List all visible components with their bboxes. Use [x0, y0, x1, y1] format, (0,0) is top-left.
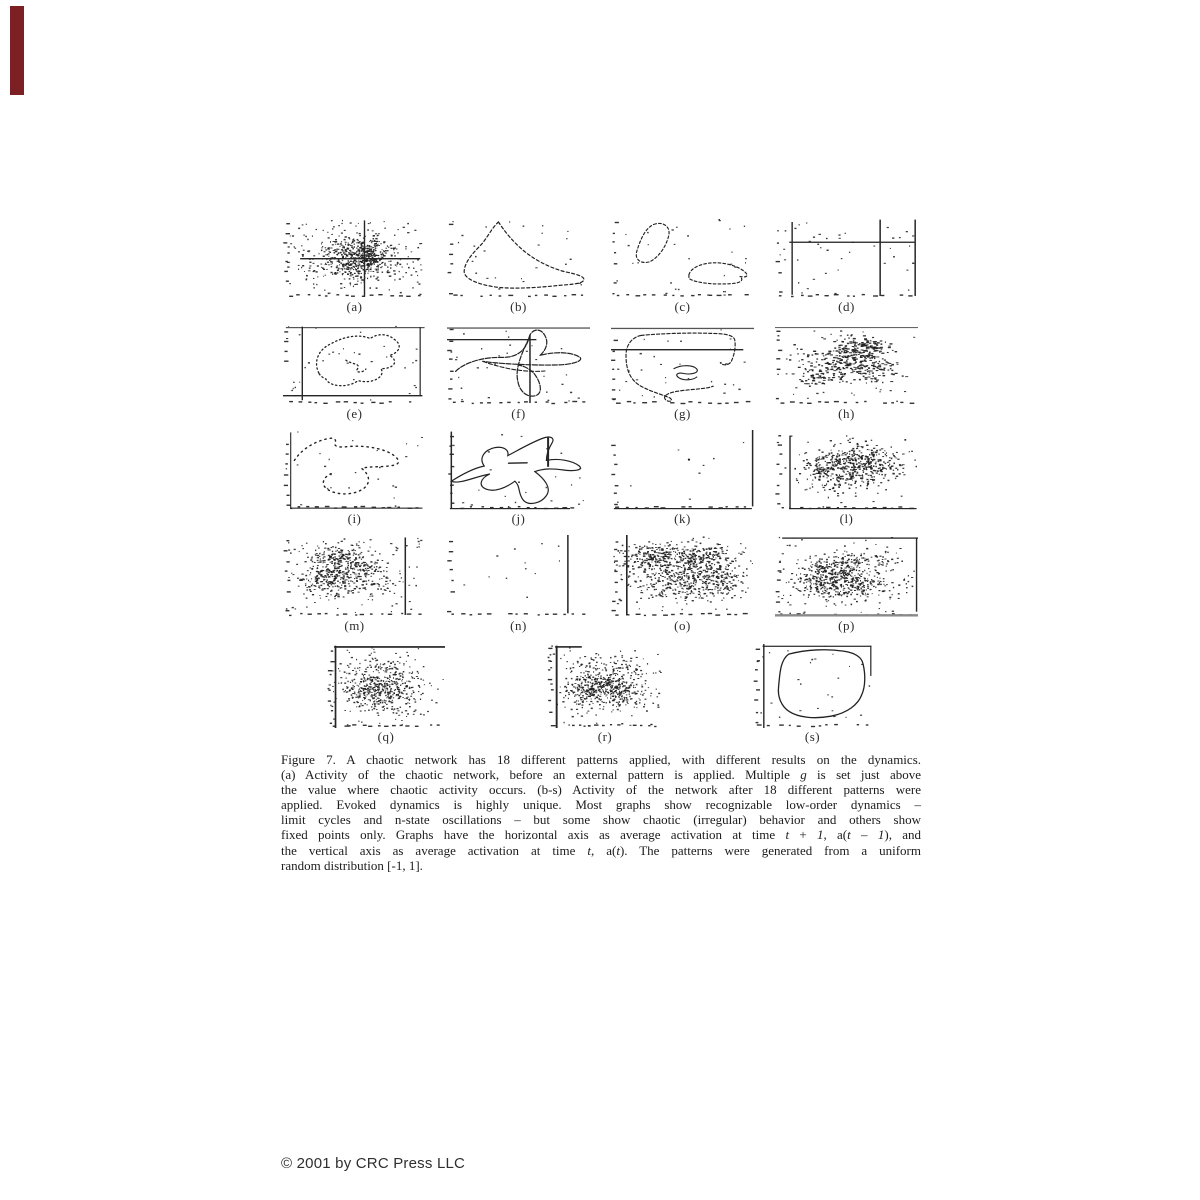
scatter-plot-canvas	[447, 430, 590, 510]
scatter-plot-canvas	[775, 325, 918, 405]
scatter-plot-canvas	[283, 430, 426, 510]
scatter-plot-canvas	[611, 218, 754, 298]
scatter-plot-canvas	[611, 325, 754, 405]
subplot-label: (q)	[377, 729, 395, 744]
subplot-label: (s)	[804, 729, 821, 744]
subplot-label: (p)	[838, 618, 855, 633]
subplot-label: (m)	[344, 618, 365, 633]
scatter-plot-canvas	[327, 644, 445, 728]
subplot-m	[283, 535, 426, 633]
caption-line: random distribution [-1, 1].	[281, 857, 423, 873]
copyright-notice: © 2001 by CRC Press LLC	[281, 1155, 466, 1172]
subplot-label: (k)	[674, 511, 691, 526]
scatter-plot-canvas	[753, 644, 872, 728]
subplot-label: (c)	[674, 299, 691, 314]
scatter-plot-canvas	[283, 535, 426, 617]
scatter-plot-canvas	[447, 535, 590, 617]
subplot-label: (g)	[674, 406, 691, 421]
subplot-k	[611, 430, 754, 526]
subplot-label: (j)	[511, 511, 526, 526]
subplot-q	[327, 644, 445, 744]
subplot-label: (f)	[511, 406, 526, 421]
scatter-plot-canvas	[775, 430, 918, 510]
caption-line: limit cycles and n-state oscillations – but some show chaotic (irregular) behavior and others show	[281, 812, 921, 828]
caption-line: (a) Activity of the chaotic network, before an external pattern is applied. Multiple g is set just above	[281, 767, 922, 783]
subplot-e	[283, 325, 426, 421]
figure-caption	[281, 752, 921, 873]
caption-line: applied. Evoked dynamics is highly unique. Most graphs show recognizable low-order dynamics –	[281, 797, 921, 813]
scatter-plot-canvas	[611, 430, 754, 510]
subplot-label: (o)	[674, 618, 691, 633]
subplot-n	[447, 535, 590, 633]
subplot-label: (n)	[510, 618, 527, 633]
subplot-f	[447, 325, 590, 421]
scatter-plot-canvas	[447, 218, 590, 298]
scatter-plot-canvas	[775, 535, 918, 617]
scatter-plot-canvas	[611, 535, 754, 617]
subplot-r	[547, 644, 663, 744]
corner-mark	[10, 6, 24, 95]
caption-line: fixed points only. Graphs have the horizontal axis as average activation at time t + 1, a(t – 1), and	[281, 827, 922, 843]
subplot-label: (e)	[346, 406, 363, 421]
scatter-plot-canvas	[283, 325, 426, 405]
subplot-b	[447, 218, 590, 314]
subplot-s	[753, 644, 872, 744]
subplot-label: (l)	[839, 511, 854, 526]
subplot-h	[775, 325, 918, 421]
subplot-label: (a)	[346, 299, 363, 314]
subplot-a	[283, 218, 426, 314]
scatter-plot-canvas	[547, 644, 663, 728]
subplot-o	[611, 535, 754, 633]
subplot-d	[775, 218, 918, 314]
subplot-c	[611, 218, 754, 314]
subplot-g	[611, 325, 754, 421]
scatter-plot-canvas	[283, 218, 426, 298]
scatter-plot-canvas	[447, 325, 590, 405]
caption-line: the vertical axis as average activation at time t, a(t). The patterns were generated from a uniform	[281, 842, 921, 858]
subplot-l	[775, 430, 918, 526]
subplot-label: (d)	[838, 299, 855, 314]
subplot-i	[283, 430, 426, 526]
subplot-label: (b)	[510, 299, 527, 314]
caption-line: Figure 7. A chaotic network has 18 different patterns applied, with different results on the dynamics.	[281, 752, 921, 767]
subplot-p	[775, 535, 918, 633]
subplot-label: (r)	[597, 729, 613, 744]
caption-line: the value where chaotic activity occurs. (b-s) Activity of the network after 18 different patterns were	[281, 782, 921, 798]
subplot-label: (h)	[838, 406, 855, 421]
subplot-label: (i)	[347, 511, 362, 526]
subplot-j	[447, 430, 590, 526]
scatter-plot-canvas	[775, 218, 918, 298]
